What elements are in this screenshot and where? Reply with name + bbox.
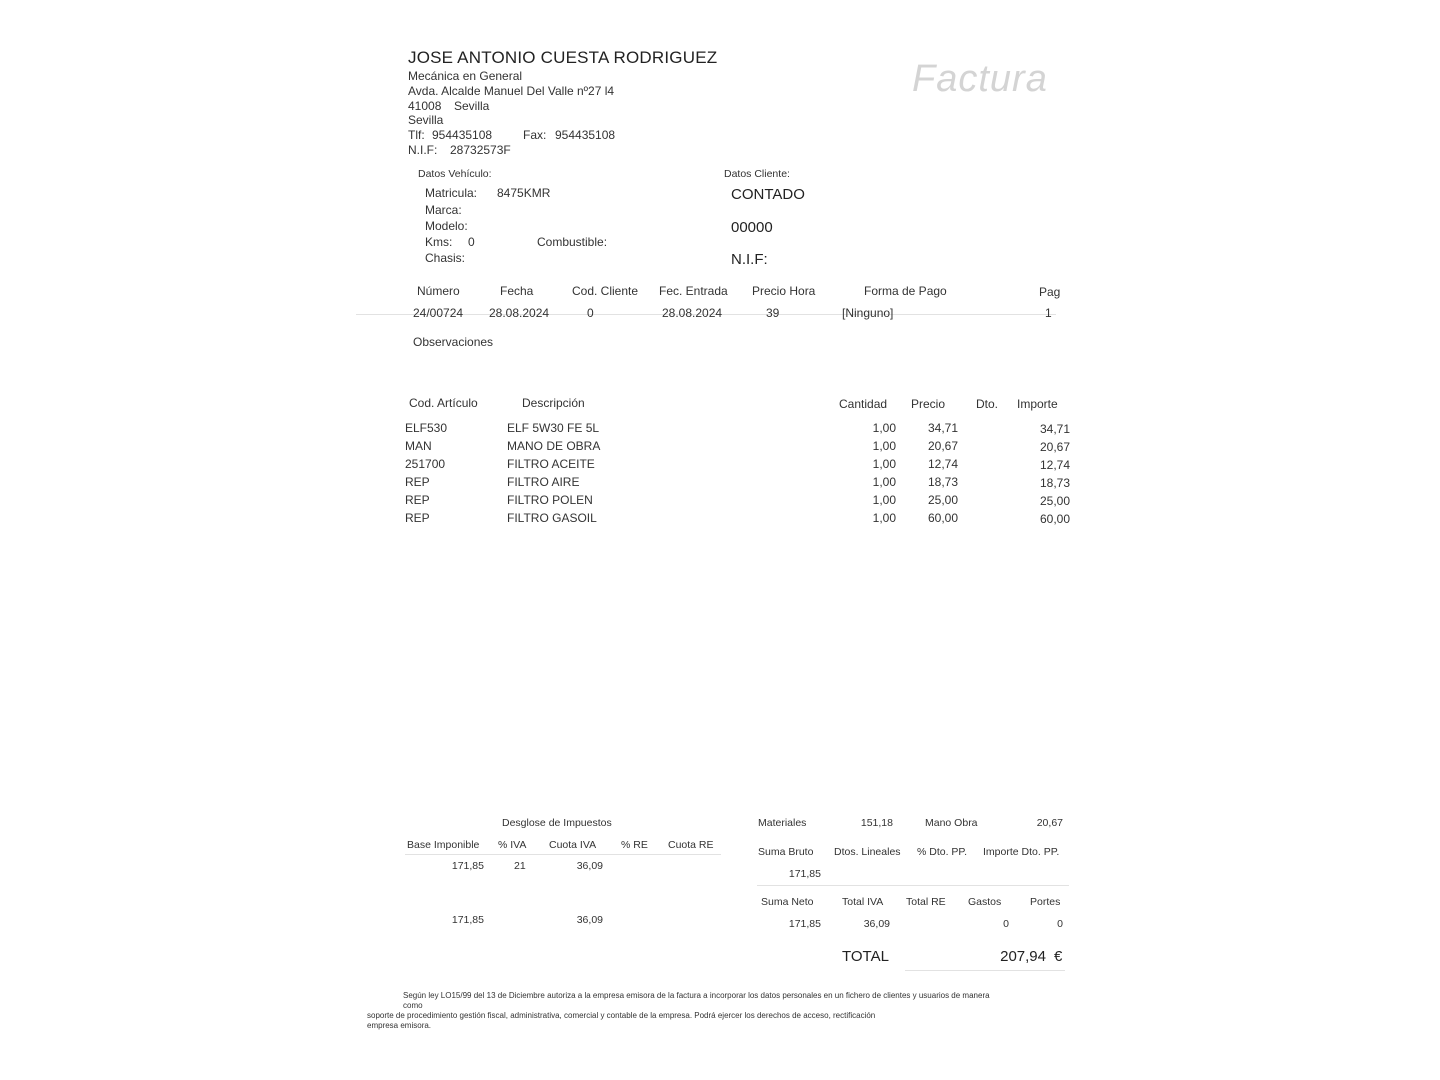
portes-label: Portes xyxy=(1030,896,1061,908)
header-val-numero: 24/00724 xyxy=(413,306,464,320)
item-desc: ELF 5W30 FE 5L xyxy=(507,421,600,435)
suma-neto-value: 171,85 xyxy=(788,918,821,930)
observaciones-label: Observaciones xyxy=(413,335,494,349)
tax-col-cuota-re: Cuota RE xyxy=(668,839,714,851)
materiales-value: 151,18 xyxy=(860,817,893,829)
header-val-precio-hora: 39 xyxy=(766,306,780,320)
vehicle-marca-label: Marca: xyxy=(425,203,462,217)
vehicle-combustible-label: Combustible: xyxy=(537,235,608,249)
suma-bruto-value: 171,85 xyxy=(788,868,821,880)
item-code: REP xyxy=(405,493,430,507)
total-re-label: Total RE xyxy=(906,896,946,908)
total-iva-label: Total IVA xyxy=(842,896,884,908)
item-qty: 1,00 xyxy=(872,421,896,435)
items-col-price: Precio xyxy=(911,397,946,411)
item-desc: FILTRO POLEN xyxy=(507,493,593,507)
tax-col-cuota-iva: Cuota IVA xyxy=(549,839,597,851)
mano-obra-label: Mano Obra xyxy=(925,817,978,829)
tax-cuota-iva: 36,09 xyxy=(576,860,603,872)
items-col-qty: Cantidad xyxy=(839,397,888,411)
item-code: MAN xyxy=(405,439,432,453)
tax-total-base: 171,85 xyxy=(451,914,484,926)
tax-iva-rate: 21 xyxy=(514,860,526,872)
header-val-forma-pago: [Ninguno] xyxy=(842,306,894,320)
tax-base: 171,85 xyxy=(451,860,484,872)
item-qty: 1,00 xyxy=(872,475,896,489)
company-nif-label: N.I.F: xyxy=(408,143,438,157)
vehicle-heading: Datos Vehículo: xyxy=(418,168,492,180)
company-postal-code: 41008 xyxy=(408,99,442,113)
company-province: Sevilla xyxy=(408,113,444,127)
header-val-fecha: 28.08.2024 xyxy=(489,306,550,320)
client-name: CONTADO xyxy=(731,186,805,203)
dtos-lineales-label: Dtos. Lineales xyxy=(834,846,901,858)
item-amount: 12,74 xyxy=(1039,458,1070,472)
gastos-label: Gastos xyxy=(968,896,1002,908)
item-qty: 1,00 xyxy=(872,493,896,507)
tax-total-cuota-iva: 36,09 xyxy=(576,914,603,926)
total-value: 207,94 xyxy=(1000,948,1046,965)
header-col-cod-cliente: Cod. Cliente xyxy=(572,284,639,298)
vehicle-kms: 0 xyxy=(468,235,475,249)
item-desc: FILTRO GASOIL xyxy=(507,511,597,525)
total-currency: € xyxy=(1054,948,1063,965)
company-nif: 28732573F xyxy=(450,143,511,157)
items-col-desc: Descripción xyxy=(522,396,585,410)
items-col-amount: Importe xyxy=(1017,397,1058,411)
item-code: REP xyxy=(405,511,430,525)
items-col-dto: Dto. xyxy=(976,397,999,411)
item-code: ELF530 xyxy=(405,421,448,435)
company-activity: Mecánica en General xyxy=(408,69,523,83)
company-name: JOSE ANTONIO CUESTA RODRIGUEZ xyxy=(408,48,718,67)
total-label: TOTAL xyxy=(842,948,889,965)
item-amount: 18,73 xyxy=(1039,476,1070,490)
client-nif-label: N.I.F: xyxy=(731,251,768,268)
tax-col-re: % RE xyxy=(621,839,648,851)
header-col-fecha: Fecha xyxy=(500,284,534,298)
company-city: Sevilla xyxy=(454,99,490,113)
item-amount: 60,00 xyxy=(1039,512,1070,526)
item-desc: MANO DE OBRA xyxy=(507,439,601,453)
tax-heading: Desglose de Impuestos xyxy=(502,817,612,829)
item-price: 25,00 xyxy=(927,493,958,507)
importe-dto-pp-label: Importe Dto. PP. xyxy=(983,846,1060,858)
suma-bruto-label: Suma Bruto xyxy=(758,846,814,858)
portes-value: 0 xyxy=(1057,918,1063,930)
document-type-title: Factura xyxy=(912,58,1048,100)
header-val-fec-entrada: 28.08.2024 xyxy=(662,306,723,320)
company-address: Avda. Alcalde Manuel Del Valle nº27 l4 xyxy=(408,84,615,98)
company-fax: 954435108 xyxy=(555,128,616,142)
item-qty: 1,00 xyxy=(872,457,896,471)
tax-col-iva: % IVA xyxy=(498,839,527,851)
header-col-fec-entrada: Fec. Entrada xyxy=(659,284,728,298)
mano-obra-value: 20,67 xyxy=(1036,817,1063,829)
total-iva-value: 36,09 xyxy=(863,918,890,930)
materiales-label: Materiales xyxy=(758,817,807,829)
header-col-precio-hora: Precio Hora xyxy=(752,284,816,298)
item-price: 20,67 xyxy=(927,439,958,453)
items-col-code: Cod. Artículo xyxy=(409,396,478,410)
item-price: 60,00 xyxy=(927,511,958,525)
company-phone-label: Tlf: xyxy=(408,128,425,142)
item-amount: 20,67 xyxy=(1039,440,1070,454)
item-price: 34,71 xyxy=(927,421,958,435)
vehicle-matricula-label: Matricula: xyxy=(425,186,478,200)
vehicle-modelo-label: Modelo: xyxy=(425,219,468,233)
client-code: 00000 xyxy=(731,219,773,236)
item-code: REP xyxy=(405,475,430,489)
vehicle-matricula: 8475KMR xyxy=(497,186,551,200)
item-qty: 1,00 xyxy=(872,511,896,525)
legal-line-2: como xyxy=(403,1001,423,1010)
vehicle-kms-label: Kms: xyxy=(425,235,453,249)
item-code: 251700 xyxy=(405,457,446,471)
header-val-cod-cliente: 0 xyxy=(587,306,594,320)
dto-pp-label: % Dto. PP. xyxy=(917,846,967,858)
header-col-pag: Pag xyxy=(1039,285,1061,299)
header-col-forma-pago: Forma de Pago xyxy=(864,284,947,298)
header-col-numero: Número xyxy=(417,284,460,298)
item-qty: 1,00 xyxy=(872,439,896,453)
legal-line-3: soporte de procedimiento gestión fiscal, administrativa, comercial y contable de la empresa. Podrá ejercer los derechos de acceso, rectificación xyxy=(367,1011,876,1020)
item-price: 18,73 xyxy=(927,475,958,489)
client-heading: Datos Cliente: xyxy=(724,168,790,180)
company-fax-label: Fax: xyxy=(523,128,547,142)
legal-line-1: Según ley LO15/99 del 13 de Diciembre autoriza a la empresa emisora de la factura a incorporar los datos personales en un fichero de clientes y usuarios de manera xyxy=(403,991,990,1000)
vehicle-chasis-label: Chasis: xyxy=(425,251,466,265)
item-desc: FILTRO ACEITE xyxy=(507,457,595,471)
item-amount: 25,00 xyxy=(1039,494,1070,508)
item-price: 12,74 xyxy=(927,457,958,471)
header-val-pag: 1 xyxy=(1045,306,1052,320)
item-desc: FILTRO AIRE xyxy=(507,475,580,489)
gastos-value: 0 xyxy=(1003,918,1009,930)
legal-line-4: empresa emisora. xyxy=(367,1021,432,1030)
item-amount: 34,71 xyxy=(1039,422,1070,436)
tax-col-base: Base Imponible xyxy=(407,839,480,851)
company-phone: 954435108 xyxy=(432,128,493,142)
suma-neto-label: Suma Neto xyxy=(761,896,814,908)
